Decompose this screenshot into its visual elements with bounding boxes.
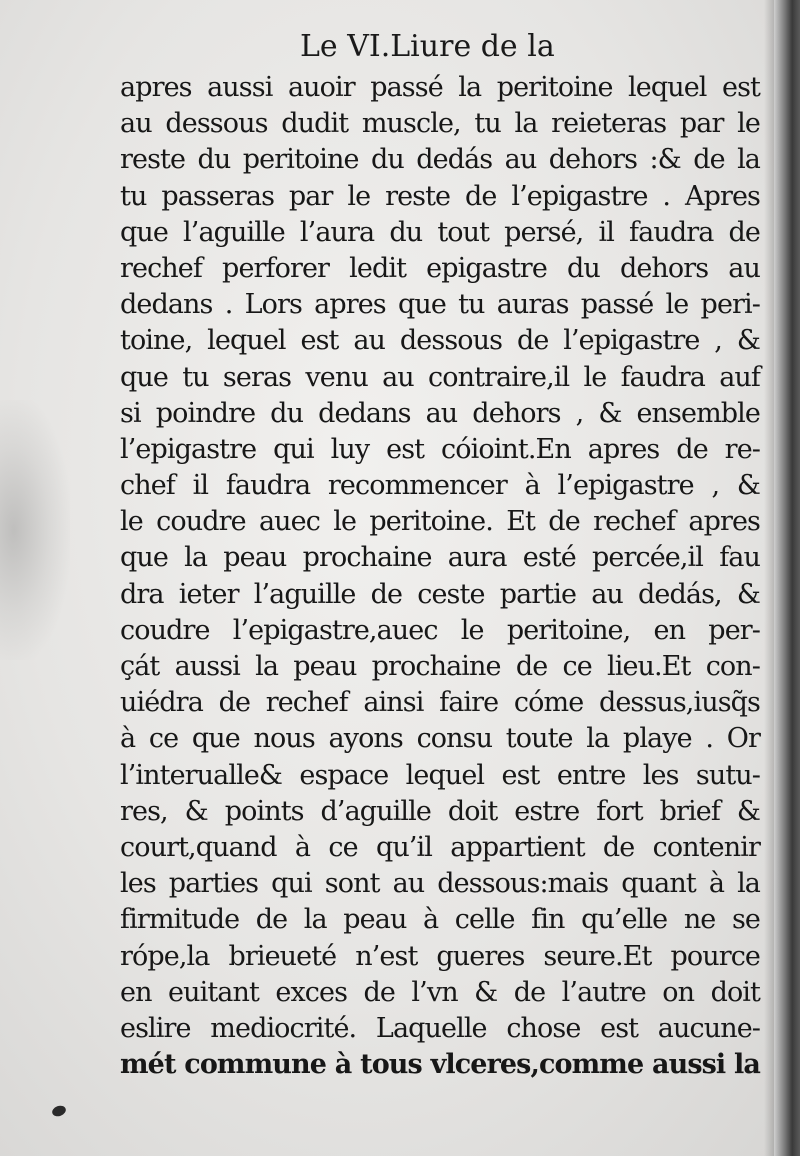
text-line: les parties qui sont au dessous:mais quant à la xyxy=(120,868,760,900)
text-line: que la peau prochaine aura esté percée,il fau xyxy=(120,542,760,574)
body-text xyxy=(120,70,760,1083)
text-line: apres aussi auoir passé la peritoine lequel est xyxy=(120,72,760,103)
text-line: court,quand à ce qu’il appartient de contenir xyxy=(120,831,760,863)
text-line: firmitude de la peau à celle fin qu’elle ne se xyxy=(120,904,760,936)
text-line: çát aussi la peau prochaine de ce lieu.Et con- xyxy=(120,651,760,682)
text-line: que tu seras venu au contraire,il le faudra auf xyxy=(120,361,760,393)
paper-stain xyxy=(0,400,70,660)
text-line: rechef perforer ledit epigastre du dehors au xyxy=(120,252,760,284)
text-line: coudre l’epigastre,auec le peritoine, en per- xyxy=(120,614,760,646)
text-line: au dessous dudit muscle, tu la reieteras par le xyxy=(120,108,760,140)
text-line: dra ieter l’aguille de ceste partie au dedás, & xyxy=(120,578,760,610)
running-header: Le VI.Liure de la xyxy=(300,29,555,64)
text-line: tu passeras par le reste de l’epigastre . Apres xyxy=(120,180,760,212)
text-line: dedans . Lors apres que tu auras passé le peri- xyxy=(120,289,760,321)
text-line: uiédra de rechef ainsi faire cóme dessus,iusq̃s xyxy=(120,687,760,719)
text-line: toine, lequel est au dessous de l’epigastre , & xyxy=(120,325,760,357)
text-line: eslire mediocrité. Laquelle chose est aucune- xyxy=(120,1012,760,1044)
text-line: rópe,la brieueté n’est gueres seure.Et pource xyxy=(120,940,760,972)
text-line: à ce que nous ayons consu toute la playe . Or xyxy=(120,723,760,755)
ink-spot xyxy=(51,1104,68,1118)
text-line: chef il faudra recommencer à l’epigastre , & xyxy=(120,470,760,502)
text-line: l’epigastre qui luy est cóioint.En apres de re- xyxy=(120,433,760,465)
page-edge-shadow xyxy=(774,0,800,1156)
text-line: reste du peritoine du dedás au dehors :& de la xyxy=(120,144,760,176)
text-line: res, & points d’aguille doit estre fort brief & xyxy=(120,795,760,827)
text-line: l’interualle& espace lequel est entre les sutu- xyxy=(120,759,760,791)
text-line: si poindre du dedans au dehors , & ensemble xyxy=(120,397,760,429)
text-line: en euitant exces de l’vn & de l’autre on doit xyxy=(120,976,760,1008)
page-edge-shade xyxy=(764,0,774,1156)
text-line: mét commune à tous vlceres,comme aussi la xyxy=(120,1049,760,1081)
text-line: le coudre auec le peritoine. Et de rechef apres xyxy=(120,506,760,538)
text-line: que l’aguille l’aura du tout persé, il faudra de xyxy=(120,216,760,248)
